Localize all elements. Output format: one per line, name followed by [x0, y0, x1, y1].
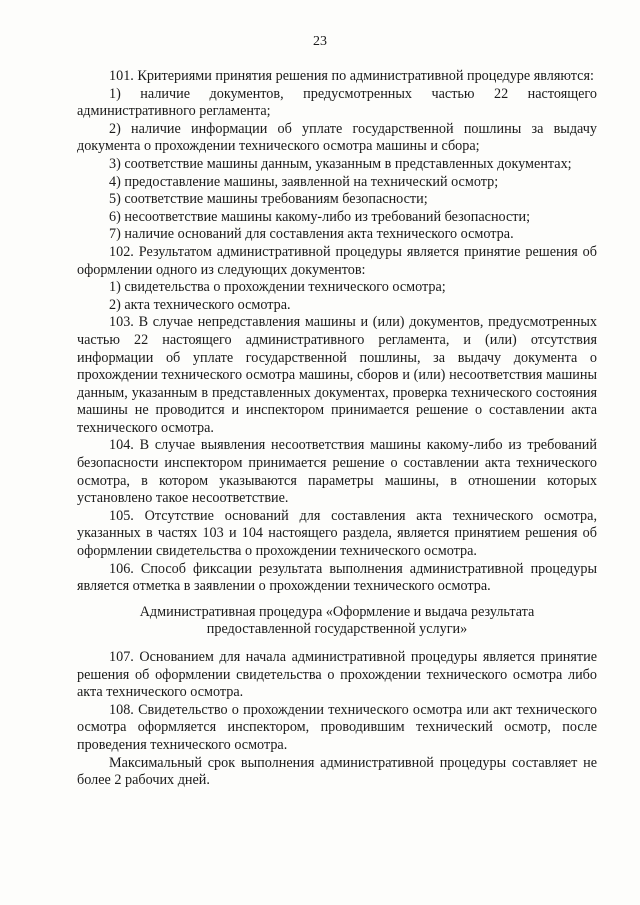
- criterion-4: 4) предоставление машины, заявленной на технический осмотр;: [109, 173, 499, 190]
- criterion-2: 2) наличие информации об уплате государственной пошлины за выдачу документа о прохождении технического осмотра машины и сбора;: [77, 120, 597, 155]
- criterion-5: 5) соответствие машины требованиям безопасности;: [109, 191, 428, 208]
- page-number: 23: [313, 34, 327, 49]
- paragraph-max-term: Максимальный срок выполнения административной процедуры составляет не более 2 рабочих дней.: [77, 754, 597, 789]
- paragraph-101: 101. Критериями принятия решения по административной процедуре являются:: [109, 68, 594, 84]
- paragraph-105: 105. Отсутствие оснований для составления акта технического осмотра, указанных в частях 103 и 104 настоящего раздела, является принятием решения об оформлении свидетельства о прохождении технического осмотра.: [77, 507, 597, 560]
- paragraph-107: 107. Основанием для начала административной процедуры является принятие решения об оформлении свидетельства о прохождении технического осмотра либо акта технического осмотра.: [77, 649, 597, 701]
- criterion-7: 7) наличие оснований для составления акта технического осмотра.: [109, 226, 514, 243]
- criterion-1: 1) наличие документов, предусмотренных частью 22 настоящего административного регламента;: [77, 85, 597, 120]
- result-option-1: 1) свидетельства о прохождении технического осмотра;: [109, 279, 446, 296]
- section-heading: Административная процедура «Оформление и выдача результата предоставленной государственной услуги»: [139, 603, 535, 638]
- paragraph-108: 108. Свидетельство о прохождении технического осмотра или акт технического осмотра оформляется инспектором, проводившим технический осмотр, после проведения технического осмотра.: [77, 701, 597, 753]
- paragraph-106: 106. Способ фиксации результата выполнения административной процедуры является отметка в заявлении о прохождении технического осмотра.: [77, 560, 597, 595]
- result-option-2: 2) акта технического осмотра.: [109, 296, 291, 313]
- criterion-6: 6) несоответствие машины какому-либо из требований безопасности;: [109, 208, 531, 225]
- document-body: [77, 68, 597, 790]
- paragraph-103: 103. В случае непредставления машины и (или) документов, предусмотренных частью 22 настоящего административного регламента, и (или) отсутствия информации об уплате государственной пошлины, за выдачу документа о прохождении технического осмотра машины, сборов и (или) несоответствия машины данным, указанным в представленных документах, проверка технического состояния машины не проводится и инспектором принимается решение о составлении акта технического осмотра.: [77, 314, 597, 436]
- criterion-3: 3) соответствие машины данным, указанным в представленных документах;: [109, 155, 572, 172]
- paragraph-104: 104. В случае выявления несоответствия машины какому-либо из требований безопасности инспектором принимается решение о составлении акта технического осмотра, в котором указываются параметры машины, в отношении которых установлено такое несоответствие.: [77, 437, 597, 507]
- paragraph-102: 102. Результатом административной процедуры является принятие решения об оформлении одного из следующих документов:: [77, 243, 597, 278]
